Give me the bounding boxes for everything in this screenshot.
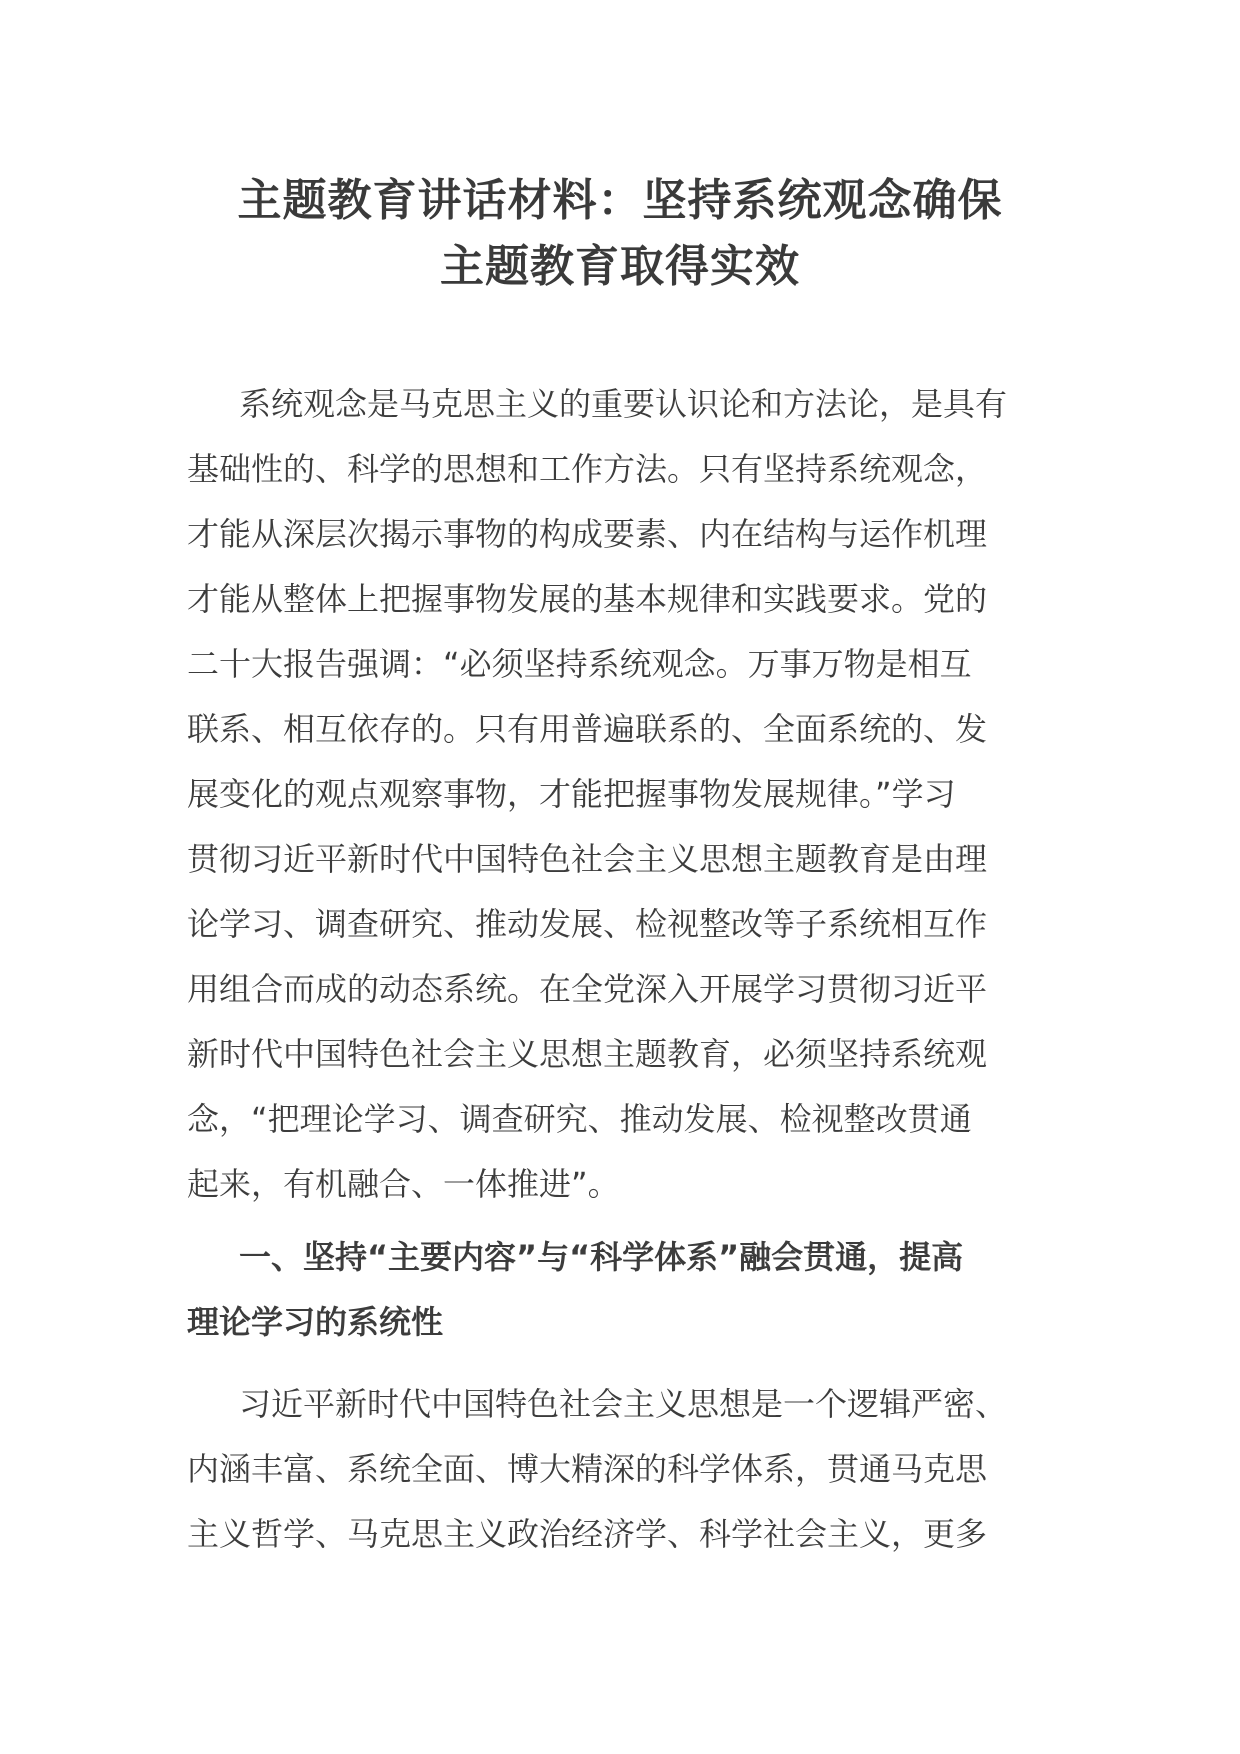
paragraph-1 xyxy=(187,372,1057,1217)
paragraph-line: 主义哲学、马克思主义政治经济学、科学社会主义，更多 xyxy=(187,1515,988,1553)
title-line: 主题教育讲话材料：坚持系统观念确保 xyxy=(237,175,1003,226)
paragraph-line: 习近平新时代中国特色社会主义思想是一个逻辑严密、 xyxy=(239,1385,1008,1423)
paragraph-line: 起来，有机融合、一体推进”。 xyxy=(187,1165,620,1203)
document-title xyxy=(180,168,1060,300)
paragraph-line: 才能从深层次揭示事物的构成要素、内在结构与运作机理 xyxy=(187,515,988,553)
paragraph-line: 念，“把理论学习、调查研究、推动发展、检视整改贯通 xyxy=(187,1100,972,1138)
section-heading-1 xyxy=(187,1225,1057,1355)
paragraph-line: 展变化的观点观察事物，才能把握事物发展规律。”学习 xyxy=(187,775,956,813)
paragraph-line: 才能从整体上把握事物发展的基本规律和实践要求。党的 xyxy=(187,580,988,618)
paragraph-2 xyxy=(187,1372,1057,1567)
heading-line: 一、坚持“主要内容”与“科学体系”融会贯通，提高 xyxy=(239,1238,964,1276)
paragraph-line: 联系、相互依存的。只有用普遍联系的、全面系统的、发 xyxy=(187,710,988,748)
heading-line: 理论学习的系统性 xyxy=(187,1303,444,1341)
paragraph-line: 贯彻习近平新时代中国特色社会主义思想主题教育是由理 xyxy=(187,840,988,878)
paragraph-line: 新时代中国特色社会主义思想主题教育，必须坚持系统观 xyxy=(187,1035,988,1073)
paragraph-line: 用组合而成的动态系统。在全党深入开展学习贯彻习近平 xyxy=(187,970,988,1008)
paragraph-line: 论学习、调查研究、推动发展、检视整改等子系统相互作 xyxy=(187,905,988,943)
title-line: 主题教育取得实效 xyxy=(440,241,800,292)
paragraph-line: 基础性的、科学的思想和工作方法。只有坚持系统观念， xyxy=(187,450,988,488)
paragraph-line: 系统观念是马克思主义的重要认识论和方法论，是具有 xyxy=(239,385,1008,423)
paragraph-line: 内涵丰富、系统全面、博大精深的科学体系，贯通马克思 xyxy=(187,1450,988,1488)
paragraph-line: 二十大报告强调：“必须坚持系统观念。万事万物是相互 xyxy=(187,645,972,683)
